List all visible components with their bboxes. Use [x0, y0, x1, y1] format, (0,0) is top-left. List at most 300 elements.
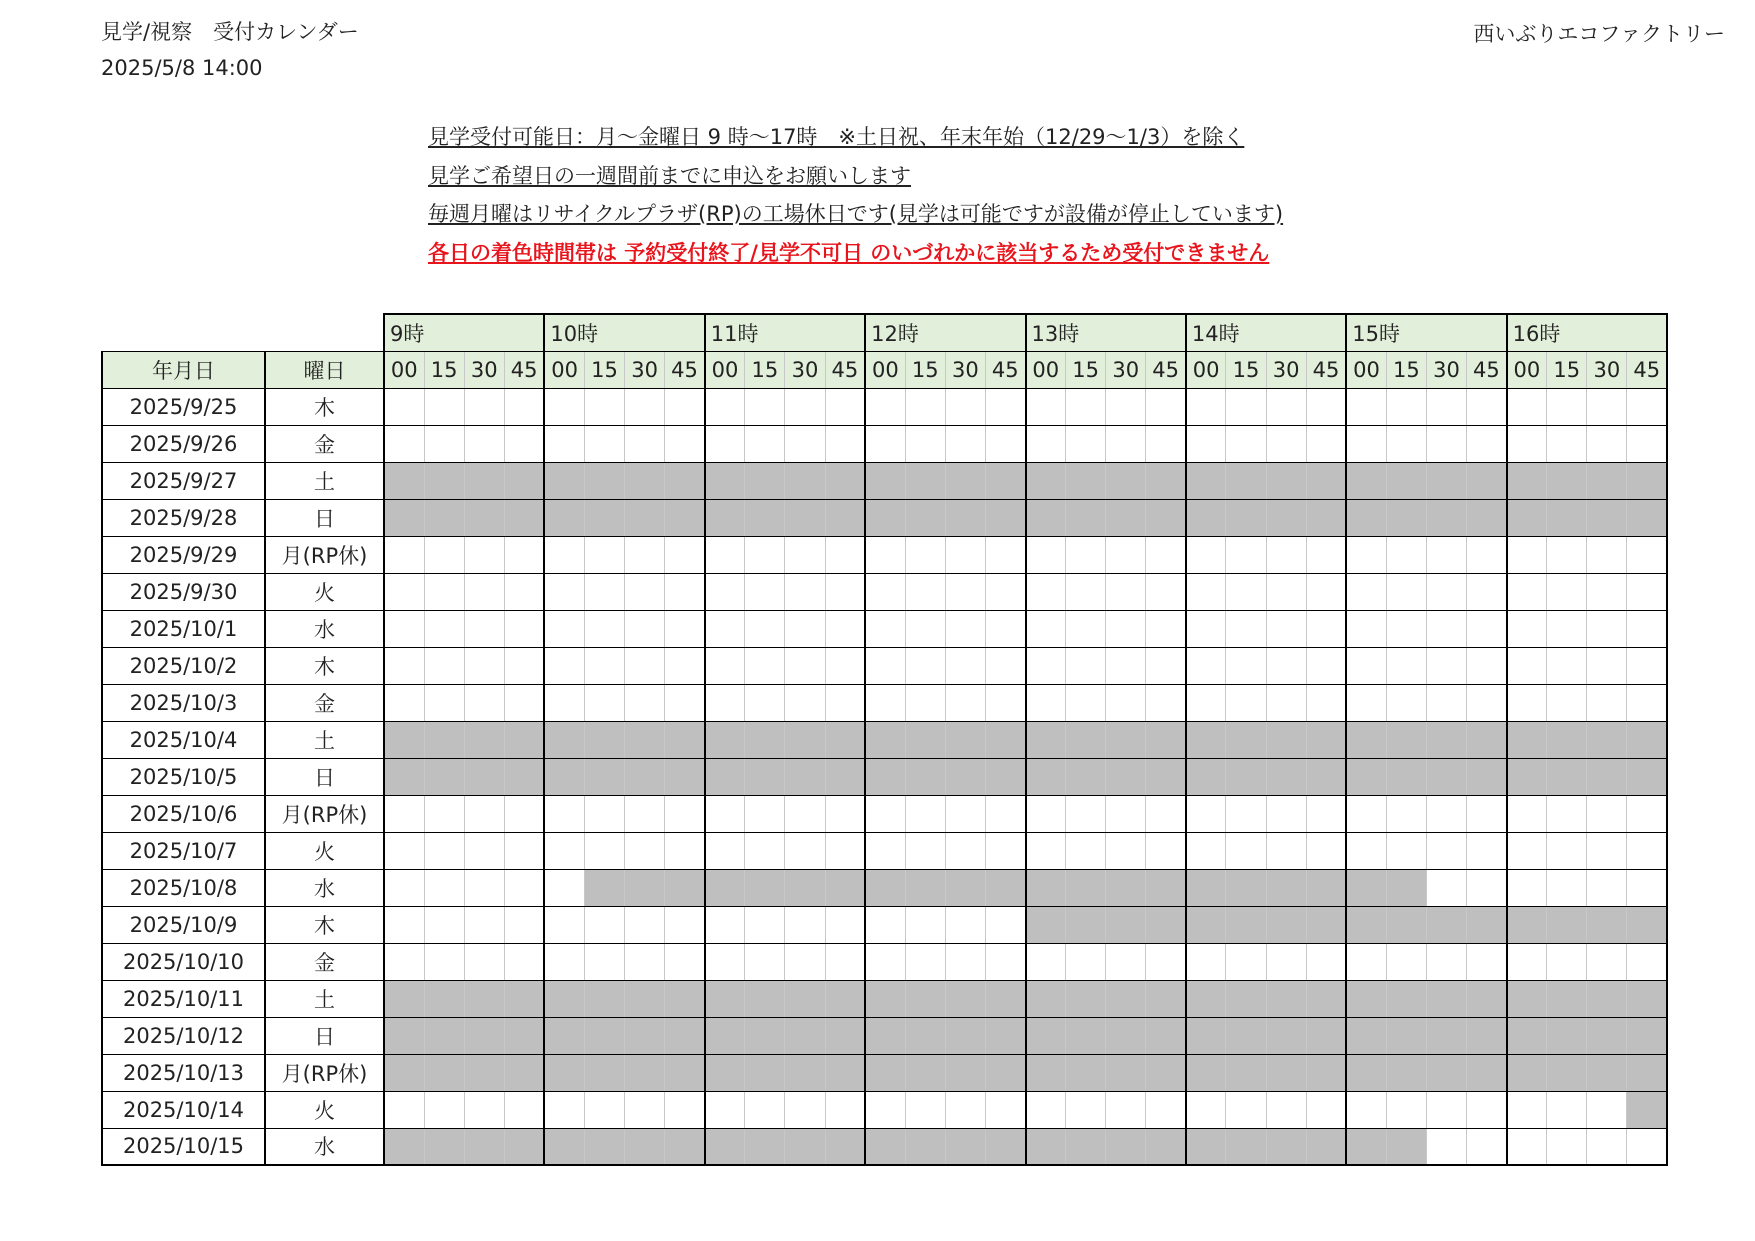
time-slot[interactable] — [1426, 832, 1466, 869]
time-slot[interactable] — [905, 425, 945, 462]
time-slot[interactable] — [384, 684, 424, 721]
time-slot[interactable] — [584, 1091, 624, 1128]
time-slot[interactable] — [1426, 536, 1466, 573]
time-slot[interactable] — [785, 943, 825, 980]
time-slot[interactable] — [1226, 388, 1266, 425]
time-slot[interactable] — [1106, 388, 1146, 425]
time-slot[interactable] — [1146, 388, 1186, 425]
time-slot[interactable] — [945, 388, 985, 425]
time-slot[interactable] — [1587, 536, 1627, 573]
time-slot[interactable] — [945, 906, 985, 943]
time-slot[interactable] — [1186, 684, 1226, 721]
time-slot[interactable] — [1346, 388, 1386, 425]
time-slot[interactable] — [745, 388, 785, 425]
time-slot[interactable] — [1467, 1091, 1507, 1128]
time-slot[interactable] — [1547, 684, 1587, 721]
time-slot[interactable] — [1066, 832, 1106, 869]
time-slot[interactable] — [1306, 425, 1346, 462]
time-slot[interactable] — [825, 388, 865, 425]
time-slot[interactable] — [1507, 1091, 1547, 1128]
time-slot[interactable] — [1266, 573, 1306, 610]
time-slot[interactable] — [584, 795, 624, 832]
time-slot[interactable] — [1467, 869, 1507, 906]
time-slot[interactable] — [905, 610, 945, 647]
time-slot[interactable] — [785, 906, 825, 943]
time-slot[interactable] — [1627, 869, 1667, 906]
time-slot[interactable] — [745, 536, 785, 573]
time-slot[interactable] — [1266, 1091, 1306, 1128]
time-slot[interactable] — [584, 832, 624, 869]
time-slot[interactable] — [544, 610, 584, 647]
time-slot[interactable] — [1266, 388, 1306, 425]
time-slot[interactable] — [504, 684, 544, 721]
time-slot[interactable] — [1226, 610, 1266, 647]
time-slot[interactable] — [584, 425, 624, 462]
time-slot[interactable] — [1026, 610, 1066, 647]
time-slot[interactable] — [1186, 1091, 1226, 1128]
time-slot[interactable] — [1226, 425, 1266, 462]
time-slot[interactable] — [1266, 832, 1306, 869]
time-slot[interactable] — [945, 573, 985, 610]
time-slot[interactable] — [705, 906, 745, 943]
time-slot[interactable] — [384, 536, 424, 573]
time-slot[interactable] — [825, 832, 865, 869]
time-slot[interactable] — [825, 1091, 865, 1128]
time-slot[interactable] — [1306, 684, 1346, 721]
time-slot[interactable] — [825, 684, 865, 721]
time-slot[interactable] — [424, 906, 464, 943]
time-slot[interactable] — [905, 906, 945, 943]
time-slot[interactable] — [424, 869, 464, 906]
time-slot[interactable] — [464, 869, 504, 906]
time-slot[interactable] — [1186, 943, 1226, 980]
time-slot[interactable] — [785, 684, 825, 721]
time-slot[interactable] — [1627, 832, 1667, 869]
time-slot[interactable] — [504, 610, 544, 647]
time-slot[interactable] — [1266, 795, 1306, 832]
time-slot[interactable] — [1146, 684, 1186, 721]
time-slot[interactable] — [1587, 1091, 1627, 1128]
time-slot[interactable] — [1547, 943, 1587, 980]
time-slot[interactable] — [384, 1091, 424, 1128]
time-slot[interactable] — [544, 832, 584, 869]
time-slot[interactable] — [745, 1091, 785, 1128]
time-slot[interactable] — [625, 647, 665, 684]
time-slot[interactable] — [1467, 536, 1507, 573]
time-slot[interactable] — [945, 943, 985, 980]
time-slot[interactable] — [1547, 388, 1587, 425]
time-slot[interactable] — [825, 610, 865, 647]
time-slot[interactable] — [1627, 647, 1667, 684]
time-slot[interactable] — [785, 1091, 825, 1128]
time-slot[interactable] — [1226, 832, 1266, 869]
time-slot[interactable] — [1547, 573, 1587, 610]
time-slot[interactable] — [1346, 1091, 1386, 1128]
time-slot[interactable] — [1386, 647, 1426, 684]
time-slot[interactable] — [1386, 536, 1426, 573]
time-slot[interactable] — [384, 388, 424, 425]
time-slot[interactable] — [1587, 647, 1627, 684]
time-slot[interactable] — [665, 388, 705, 425]
time-slot[interactable] — [625, 795, 665, 832]
time-slot[interactable] — [905, 684, 945, 721]
time-slot[interactable] — [825, 906, 865, 943]
time-slot[interactable] — [1026, 684, 1066, 721]
time-slot[interactable] — [504, 1091, 544, 1128]
time-slot[interactable] — [625, 425, 665, 462]
time-slot[interactable] — [825, 943, 865, 980]
time-slot[interactable] — [1306, 795, 1346, 832]
time-slot[interactable] — [1426, 573, 1466, 610]
time-slot[interactable] — [544, 1091, 584, 1128]
time-slot[interactable] — [1547, 869, 1587, 906]
time-slot[interactable] — [665, 943, 705, 980]
time-slot[interactable] — [1306, 832, 1346, 869]
time-slot[interactable] — [424, 943, 464, 980]
time-slot[interactable] — [1627, 388, 1667, 425]
time-slot[interactable] — [584, 573, 624, 610]
time-slot[interactable] — [464, 832, 504, 869]
time-slot[interactable] — [985, 906, 1025, 943]
time-slot[interactable] — [1547, 795, 1587, 832]
time-slot[interactable] — [1106, 573, 1146, 610]
time-slot[interactable] — [945, 425, 985, 462]
time-slot[interactable] — [1226, 536, 1266, 573]
time-slot[interactable] — [1266, 647, 1306, 684]
time-slot[interactable] — [1186, 425, 1226, 462]
time-slot[interactable] — [625, 610, 665, 647]
time-slot[interactable] — [1587, 684, 1627, 721]
time-slot[interactable] — [1426, 610, 1466, 647]
time-slot[interactable] — [1386, 425, 1426, 462]
time-slot[interactable] — [1627, 573, 1667, 610]
time-slot[interactable] — [1106, 536, 1146, 573]
time-slot[interactable] — [1226, 1091, 1266, 1128]
time-slot[interactable] — [1467, 832, 1507, 869]
time-slot[interactable] — [745, 610, 785, 647]
time-slot[interactable] — [1426, 943, 1466, 980]
time-slot[interactable] — [1426, 647, 1466, 684]
time-slot[interactable] — [544, 647, 584, 684]
time-slot[interactable] — [1106, 684, 1146, 721]
time-slot[interactable] — [1066, 425, 1106, 462]
time-slot[interactable] — [504, 536, 544, 573]
time-slot[interactable] — [1507, 943, 1547, 980]
time-slot[interactable] — [544, 536, 584, 573]
time-slot[interactable] — [865, 906, 905, 943]
time-slot[interactable] — [1146, 943, 1186, 980]
time-slot[interactable] — [1226, 684, 1266, 721]
time-slot[interactable] — [1507, 573, 1547, 610]
time-slot[interactable] — [625, 684, 665, 721]
time-slot[interactable] — [584, 536, 624, 573]
time-slot[interactable] — [1386, 388, 1426, 425]
time-slot[interactable] — [865, 425, 905, 462]
time-slot[interactable] — [1306, 573, 1346, 610]
time-slot[interactable] — [1467, 647, 1507, 684]
time-slot[interactable] — [424, 647, 464, 684]
time-slot[interactable] — [1066, 610, 1106, 647]
time-slot[interactable] — [625, 832, 665, 869]
time-slot[interactable] — [1066, 573, 1106, 610]
time-slot[interactable] — [1627, 536, 1667, 573]
time-slot[interactable] — [544, 795, 584, 832]
time-slot[interactable] — [1026, 388, 1066, 425]
time-slot[interactable] — [1146, 610, 1186, 647]
time-slot[interactable] — [384, 573, 424, 610]
time-slot[interactable] — [1507, 684, 1547, 721]
time-slot[interactable] — [785, 573, 825, 610]
time-slot[interactable] — [1426, 684, 1466, 721]
time-slot[interactable] — [1226, 573, 1266, 610]
time-slot[interactable] — [504, 425, 544, 462]
time-slot[interactable] — [625, 573, 665, 610]
time-slot[interactable] — [504, 906, 544, 943]
time-slot[interactable] — [464, 647, 504, 684]
time-slot[interactable] — [865, 536, 905, 573]
time-slot[interactable] — [665, 906, 705, 943]
time-slot[interactable] — [384, 795, 424, 832]
time-slot[interactable] — [945, 684, 985, 721]
time-slot[interactable] — [625, 388, 665, 425]
time-slot[interactable] — [1026, 536, 1066, 573]
time-slot[interactable] — [825, 425, 865, 462]
time-slot[interactable] — [544, 869, 584, 906]
time-slot[interactable] — [1226, 647, 1266, 684]
time-slot[interactable] — [584, 943, 624, 980]
time-slot[interactable] — [745, 943, 785, 980]
time-slot[interactable] — [1106, 795, 1146, 832]
time-slot[interactable] — [865, 647, 905, 684]
time-slot[interactable] — [464, 684, 504, 721]
time-slot[interactable] — [1507, 795, 1547, 832]
time-slot[interactable] — [1507, 388, 1547, 425]
time-slot[interactable] — [705, 610, 745, 647]
time-slot[interactable] — [1306, 943, 1346, 980]
time-slot[interactable] — [1386, 610, 1426, 647]
time-slot[interactable] — [1426, 425, 1466, 462]
time-slot[interactable] — [1306, 536, 1346, 573]
time-slot[interactable] — [985, 647, 1025, 684]
time-slot[interactable] — [1266, 610, 1306, 647]
time-slot[interactable] — [945, 795, 985, 832]
time-slot[interactable] — [464, 795, 504, 832]
time-slot[interactable] — [865, 610, 905, 647]
time-slot[interactable] — [1467, 795, 1507, 832]
time-slot[interactable] — [985, 832, 1025, 869]
time-slot[interactable] — [945, 610, 985, 647]
time-slot[interactable] — [424, 425, 464, 462]
time-slot[interactable] — [424, 684, 464, 721]
time-slot[interactable] — [1026, 832, 1066, 869]
time-slot[interactable] — [865, 388, 905, 425]
time-slot[interactable] — [1587, 869, 1627, 906]
time-slot[interactable] — [464, 536, 504, 573]
time-slot[interactable] — [1426, 1091, 1466, 1128]
time-slot[interactable] — [745, 906, 785, 943]
time-slot[interactable] — [584, 647, 624, 684]
time-slot[interactable] — [424, 536, 464, 573]
time-slot[interactable] — [1186, 795, 1226, 832]
time-slot[interactable] — [1186, 832, 1226, 869]
time-slot[interactable] — [1026, 943, 1066, 980]
time-slot[interactable] — [1026, 1091, 1066, 1128]
time-slot[interactable] — [1547, 1091, 1587, 1128]
time-slot[interactable] — [1587, 832, 1627, 869]
time-slot[interactable] — [705, 573, 745, 610]
time-slot[interactable] — [1547, 536, 1587, 573]
time-slot[interactable] — [464, 906, 504, 943]
time-slot[interactable] — [705, 536, 745, 573]
time-slot[interactable] — [1547, 610, 1587, 647]
time-slot[interactable] — [1507, 832, 1547, 869]
time-slot[interactable] — [825, 536, 865, 573]
time-slot[interactable] — [1426, 795, 1466, 832]
time-slot[interactable] — [945, 536, 985, 573]
time-slot[interactable] — [865, 1091, 905, 1128]
time-slot[interactable] — [985, 795, 1025, 832]
time-slot[interactable] — [1547, 425, 1587, 462]
time-slot[interactable] — [1547, 832, 1587, 869]
time-slot[interactable] — [1547, 1128, 1587, 1165]
time-slot[interactable] — [785, 610, 825, 647]
time-slot[interactable] — [424, 1091, 464, 1128]
time-slot[interactable] — [384, 647, 424, 684]
time-slot[interactable] — [665, 647, 705, 684]
time-slot[interactable] — [1587, 1128, 1627, 1165]
time-slot[interactable] — [625, 1091, 665, 1128]
time-slot[interactable] — [1146, 647, 1186, 684]
time-slot[interactable] — [384, 832, 424, 869]
time-slot[interactable] — [1467, 573, 1507, 610]
time-slot[interactable] — [544, 425, 584, 462]
time-slot[interactable] — [544, 388, 584, 425]
time-slot[interactable] — [905, 1091, 945, 1128]
time-slot[interactable] — [1467, 425, 1507, 462]
time-slot[interactable] — [424, 573, 464, 610]
time-slot[interactable] — [1266, 536, 1306, 573]
time-slot[interactable] — [1627, 684, 1667, 721]
time-slot[interactable] — [1386, 1091, 1426, 1128]
time-slot[interactable] — [1386, 832, 1426, 869]
time-slot[interactable] — [1106, 647, 1146, 684]
time-slot[interactable] — [464, 943, 504, 980]
time-slot[interactable] — [1226, 943, 1266, 980]
time-slot[interactable] — [825, 795, 865, 832]
time-slot[interactable] — [905, 943, 945, 980]
time-slot[interactable] — [665, 684, 705, 721]
time-slot[interactable] — [1106, 943, 1146, 980]
time-slot[interactable] — [1066, 943, 1106, 980]
time-slot[interactable] — [504, 795, 544, 832]
time-slot[interactable] — [424, 388, 464, 425]
time-slot[interactable] — [785, 795, 825, 832]
time-slot[interactable] — [464, 610, 504, 647]
time-slot[interactable] — [1266, 943, 1306, 980]
time-slot[interactable] — [1186, 610, 1226, 647]
time-slot[interactable] — [544, 906, 584, 943]
time-slot[interactable] — [1306, 1091, 1346, 1128]
time-slot[interactable] — [464, 388, 504, 425]
time-slot[interactable] — [1106, 832, 1146, 869]
time-slot[interactable] — [424, 795, 464, 832]
time-slot[interactable] — [785, 388, 825, 425]
time-slot[interactable] — [1106, 1091, 1146, 1128]
time-slot[interactable] — [985, 610, 1025, 647]
time-slot[interactable] — [625, 536, 665, 573]
time-slot[interactable] — [1186, 388, 1226, 425]
time-slot[interactable] — [464, 573, 504, 610]
time-slot[interactable] — [504, 573, 544, 610]
time-slot[interactable] — [584, 388, 624, 425]
time-slot[interactable] — [985, 425, 1025, 462]
time-slot[interactable] — [424, 832, 464, 869]
time-slot[interactable] — [1346, 647, 1386, 684]
time-slot[interactable] — [1507, 869, 1547, 906]
time-slot[interactable] — [1146, 1091, 1186, 1128]
time-slot[interactable] — [905, 795, 945, 832]
time-slot[interactable] — [544, 943, 584, 980]
time-slot[interactable] — [1066, 388, 1106, 425]
time-slot[interactable] — [464, 1091, 504, 1128]
time-slot[interactable] — [745, 832, 785, 869]
time-slot[interactable] — [1346, 573, 1386, 610]
time-slot[interactable] — [665, 610, 705, 647]
time-slot[interactable] — [745, 425, 785, 462]
time-slot[interactable] — [1106, 425, 1146, 462]
time-slot[interactable] — [705, 795, 745, 832]
time-slot[interactable] — [544, 573, 584, 610]
time-slot[interactable] — [1346, 832, 1386, 869]
time-slot[interactable] — [1226, 795, 1266, 832]
time-slot[interactable] — [1066, 1091, 1106, 1128]
time-slot[interactable] — [1587, 425, 1627, 462]
time-slot[interactable] — [825, 647, 865, 684]
time-slot[interactable] — [825, 573, 865, 610]
time-slot[interactable] — [584, 906, 624, 943]
time-slot[interactable] — [1306, 610, 1346, 647]
time-slot[interactable] — [1186, 573, 1226, 610]
time-slot[interactable] — [785, 832, 825, 869]
time-slot[interactable] — [985, 684, 1025, 721]
time-slot[interactable] — [1386, 795, 1426, 832]
time-slot[interactable] — [1346, 425, 1386, 462]
time-slot[interactable] — [1346, 684, 1386, 721]
time-slot[interactable] — [785, 536, 825, 573]
time-slot[interactable] — [865, 832, 905, 869]
time-slot[interactable] — [1266, 425, 1306, 462]
time-slot[interactable] — [905, 536, 945, 573]
time-slot[interactable] — [1146, 832, 1186, 869]
time-slot[interactable] — [945, 647, 985, 684]
time-slot[interactable] — [1346, 536, 1386, 573]
time-slot[interactable] — [1587, 943, 1627, 980]
time-slot[interactable] — [665, 573, 705, 610]
time-slot[interactable] — [1467, 388, 1507, 425]
time-slot[interactable] — [705, 388, 745, 425]
time-slot[interactable] — [1266, 684, 1306, 721]
time-slot[interactable] — [625, 943, 665, 980]
time-slot[interactable] — [584, 610, 624, 647]
time-slot[interactable] — [504, 647, 544, 684]
time-slot[interactable] — [1426, 388, 1466, 425]
time-slot[interactable] — [1507, 536, 1547, 573]
time-slot[interactable] — [384, 610, 424, 647]
time-slot[interactable] — [865, 943, 905, 980]
time-slot[interactable] — [1467, 610, 1507, 647]
time-slot[interactable] — [865, 573, 905, 610]
time-slot[interactable] — [705, 684, 745, 721]
